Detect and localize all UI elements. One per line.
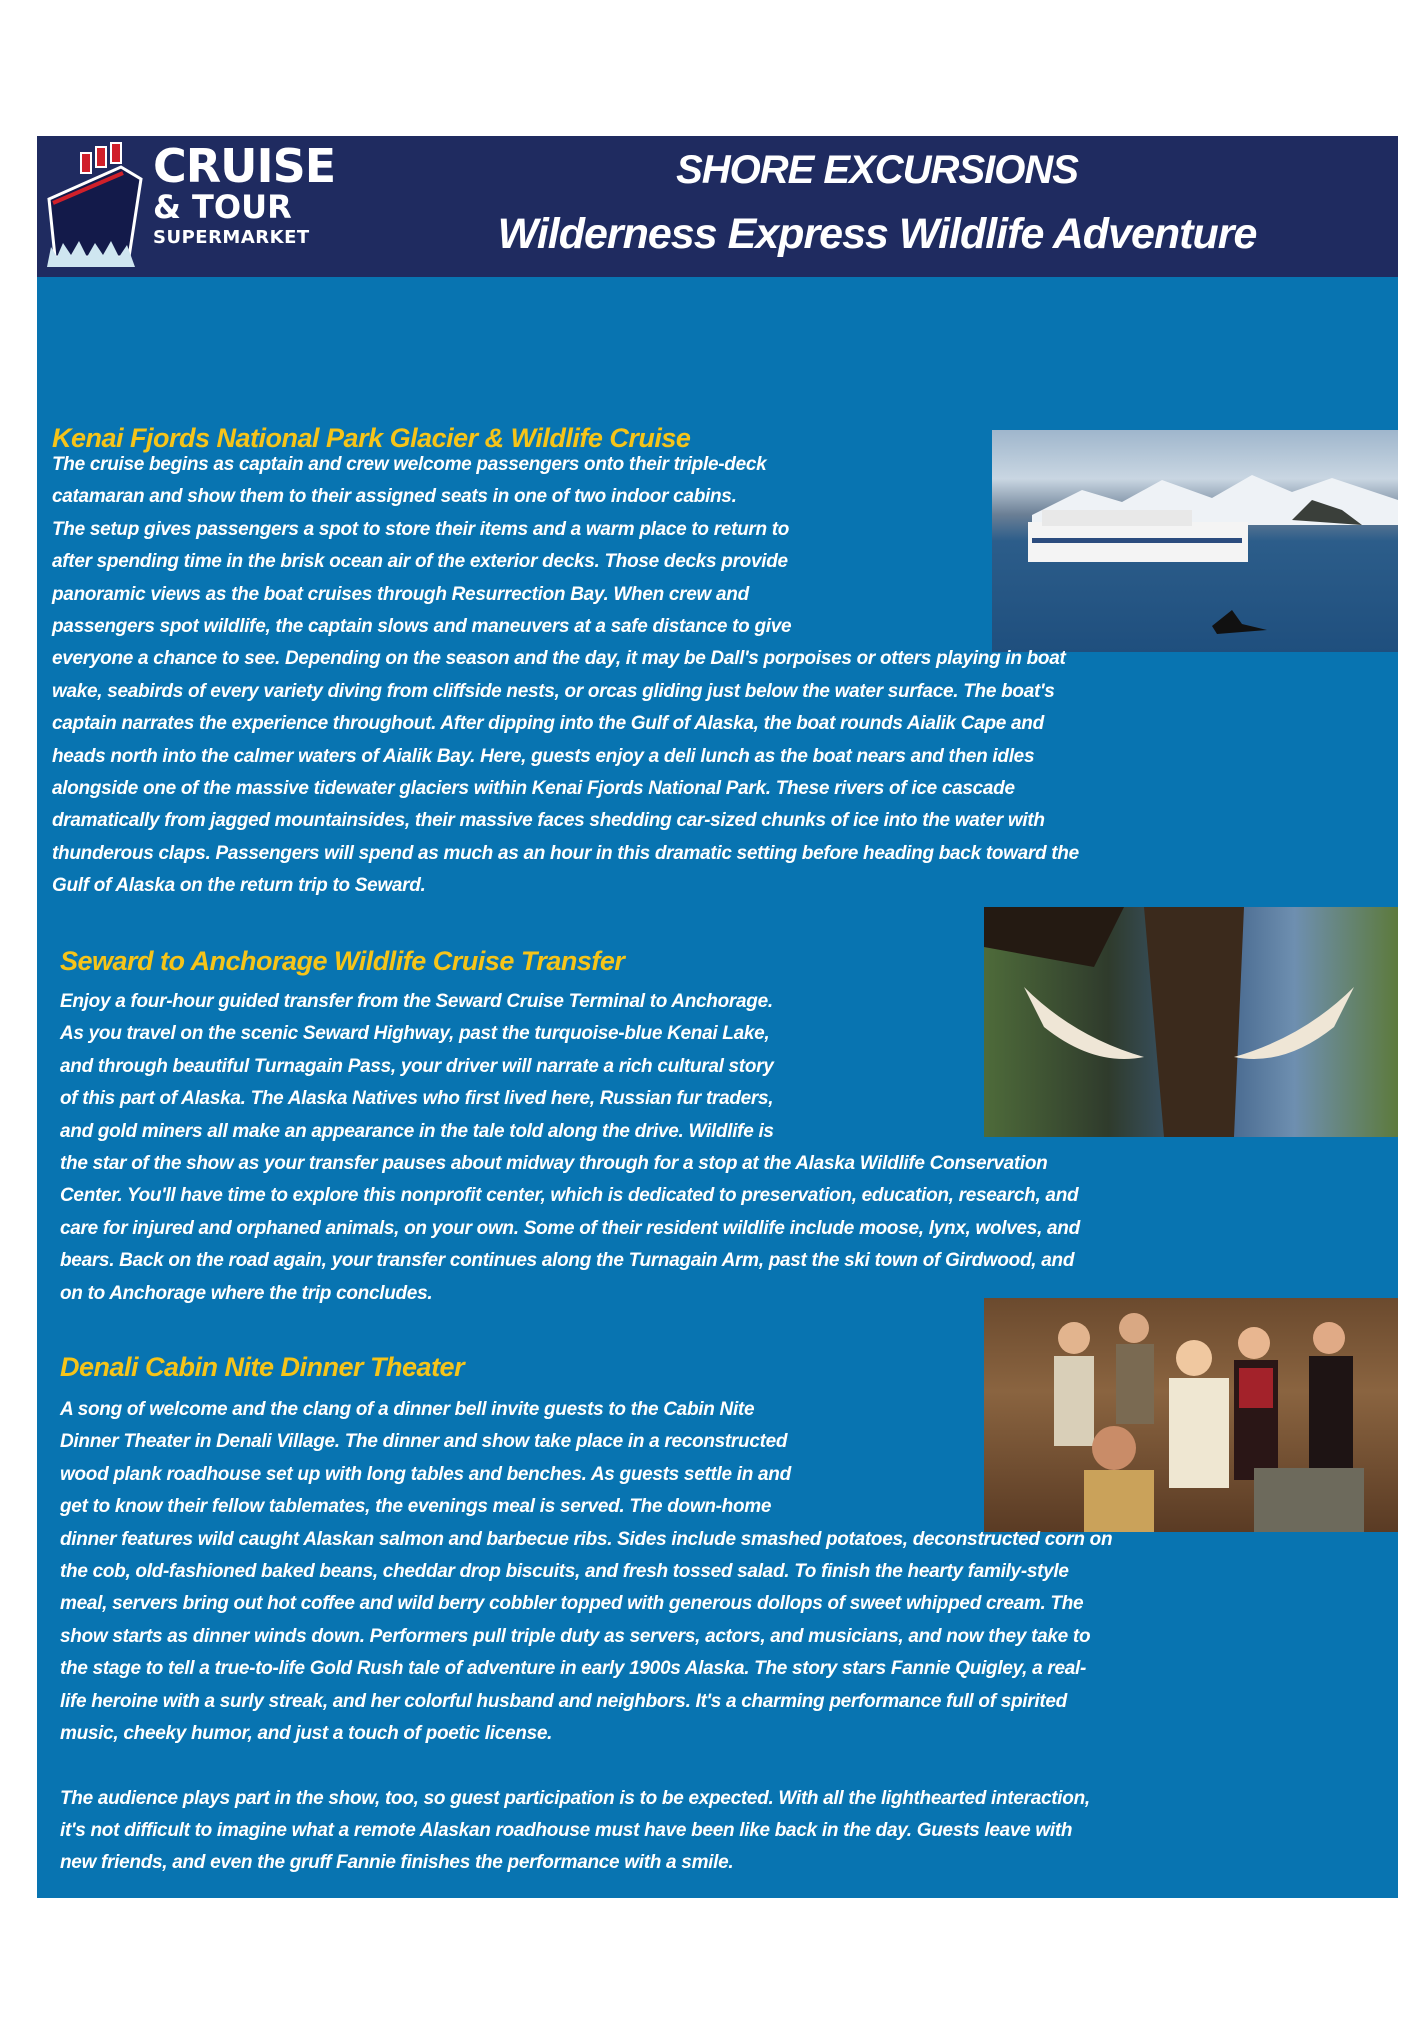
body-text-line: on to Anchorage where the trip concludes. [60,1282,433,1304]
body-text-line: of this part of Alaska. The Alaska Natives who first lived here, Russian fur traders, [60,1088,774,1110]
body-text-line: show starts as dinner winds down. Performers pull triple duty as servers, actors, and musicians, and now they take to [60,1625,1091,1647]
body-text-line: captain narrates the experience throughout. After dipping into the Gulf of Alaska, the boat rounds Aialik Cape and [52,713,1044,735]
body-text-line: life heroine with a surly streak, and her colorful husband and neighbors. It's a charming performance full of spirited [60,1690,1067,1712]
body-text-line: bears. Back on the road again, your transfer continues along the Turnagain Arm, past the ski town of Girdwood, and [60,1250,1075,1272]
body-text-line: the star of the show as your transfer pauses about midway through for a stop at the Alaska Wildlife Conservation [60,1152,1048,1174]
section-body-seward-anchorage [60,986,1080,1310]
body-text-line: get to know their fellow tablemates, the evenings meal is served. The down-home [60,1496,772,1518]
body-text-line: wood plank roadhouse set up with long tables and benches. As guests settle in and [60,1463,791,1485]
body-text-line: panoramic views as the boat cruises through Resurrection Bay. When crew and [52,583,749,605]
body-text-line: the cob, old-fashioned baked beans, cheddar drop biscuits, and fresh tossed salad. To finish the hearty family-style [60,1560,1069,1582]
body-text-line: music, cheeky humor, and just a touch of poetic license. [60,1722,553,1744]
body-text-line: after spending time in the brisk ocean air of the exterior decks. Those decks provide [52,551,788,573]
body-text-line: and gold miners all make an appearance in the tale told along the drive. Wildlife is [60,1120,774,1142]
cruise-ship-icon [41,139,151,269]
logo-text: CRUISE & TOUR SUPERMARKET [153,139,336,248]
body-text-line: The audience plays part in the show, too, so guest participation is to be expected. With all the lighthearted interaction, [60,1787,1090,1809]
cruise-tour-supermarket-logo [41,139,361,274]
body-text-line: meal, servers bring out hot coffee and wild berry cobbler topped with generous dollops of sweet whipped cream. The [60,1593,1084,1615]
section-heading-denali-dinner-theater: Denali Cabin Nite Dinner Theater [60,1352,465,1382]
body-text-line: Dinner Theater in Denali Village. The dinner and show take place in a reconstructed [60,1431,788,1453]
body-text-line: thunderous claps. Passengers will spend as much as an hour in this dramatic setting before heading back toward the [52,842,1079,864]
body-text-line: it's not difficult to imagine what a remote Alaskan roadhouse must have been like back in the day. Guests leave with [60,1820,1073,1842]
body-text-line: passengers spot wildlife, the captain slows and maneuvers at a safe distance to give [52,615,792,637]
body-text-line: As you travel on the scenic Seward Highway, past the turquoise-blue Kenai Lake, [60,1023,770,1045]
body-text-line: wake, seabirds of every variety diving from cliffside nests, or orcas gliding just below the water surface. The boat's [52,680,1055,702]
body-text-line: care for injured and orphaned animals, on your own. Some of their resident wildlife include moose, lynx, wolves, and [60,1217,1080,1239]
body-text-line [60,1750,1112,1782]
section-heading-kenai-fjords: Kenai Fjords National Park Glacier & Wildlife Cruise [52,423,691,453]
body-text-line: dramatically from jagged mountainsides, their massive faces shedding car-sized chunks of ice into the water with [52,810,1045,832]
body-text-line: new friends, and even the gruff Fannie finishes the performance with a smile. [60,1852,734,1874]
section-heading-seward-anchorage: Seward to Anchorage Wildlife Cruise Transfer [60,946,625,976]
body-text-line: dinner features wild caught Alaskan salmon and barbecue ribs. Sides include smashed potatoes, deconstructed corn on [60,1528,1113,1550]
body-text-line: and through beautiful Turnagain Pass, your driver will narrate a rich cultural story [60,1055,774,1077]
body-text-line: the stage to tell a true-to-life Gold Rush tale of adventure in early 1900s Alaska. The story stars Fannie Quigley, a real- [60,1658,1087,1680]
page-header [37,136,1398,277]
body-text-line: heads north into the calmer waters of Aialik Bay. Here, guests enjoy a deli lunch as the boat nears and then idles [52,745,1035,767]
page-subtitle: Wilderness Express Wildlife Adventure [497,210,1257,258]
body-text-line: everyone a chance to see. Depending on the season and the day, it may be Dall's porpoises or otters playing in boat [52,648,1066,670]
page-title: SHORE EXCURSIONS [676,148,1078,192]
section-body-denali-dinner-theater [60,1394,1112,1880]
body-text-line: The cruise begins as captain and crew welcome passengers onto their triple-deck [52,454,767,475]
body-text-line: A song of welcome and the clang of a dinner bell invite guests to the Cabin Nite [60,1399,755,1420]
section-body-kenai-fjords [52,449,1079,902]
body-text-line: Center. You'll have time to explore this nonprofit center, which is dedicated to preservation, education, research, and [60,1185,1079,1207]
body-text-line: catamaran and show them to their assigned seats in one of two indoor cabins. [52,486,737,508]
body-text-line: Gulf of Alaska on the return trip to Seward. [52,875,426,897]
body-text-line: alongside one of the massive tidewater glaciers within Kenai Fjords National Park. These rivers of ice cascade [52,777,1015,799]
body-text-line: Enjoy a four-hour guided transfer from the Seward Cruise Terminal to Anchorage. [60,991,773,1012]
body-text-line: The setup gives passengers a spot to store their items and a warm place to return to [52,518,790,540]
